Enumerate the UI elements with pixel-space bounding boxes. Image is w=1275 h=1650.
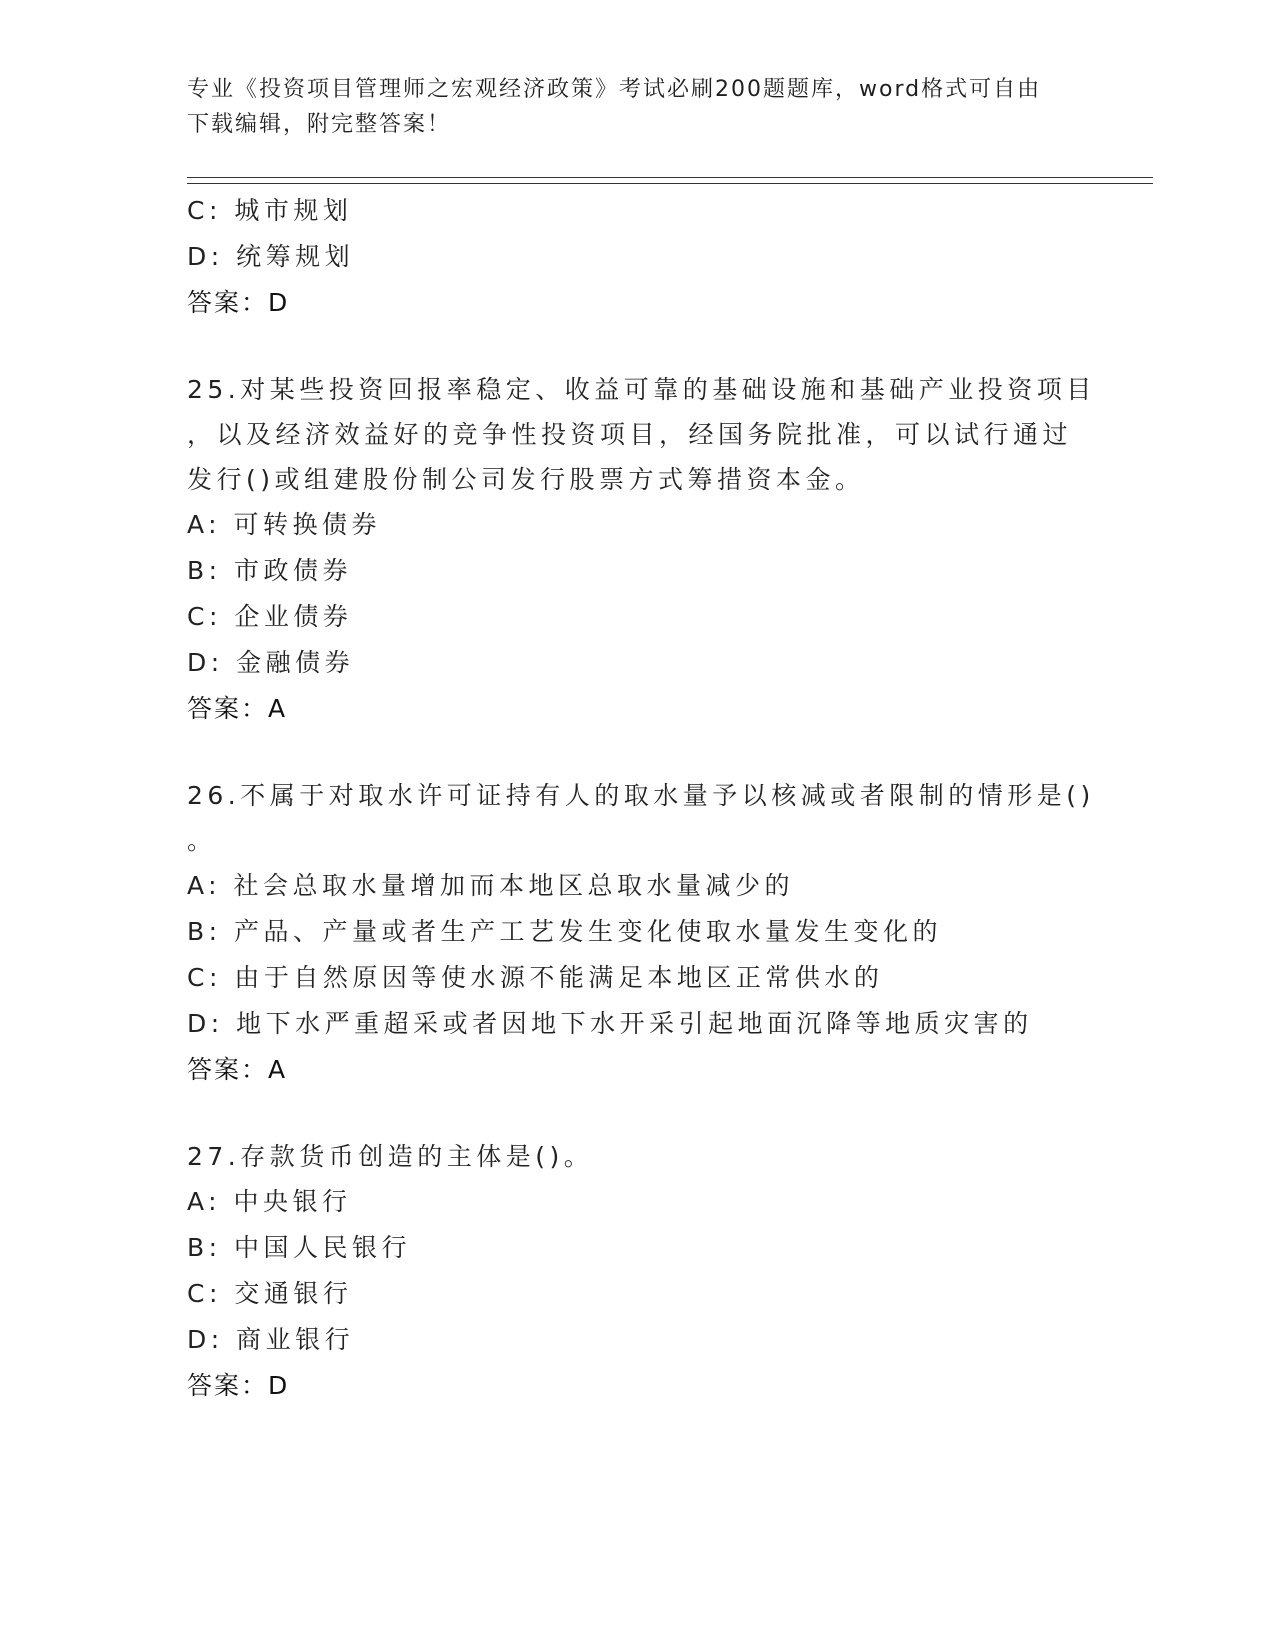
answer-line: 答案：A <box>187 1055 288 1084</box>
question-stem-line: 27.存款货币创造的主体是()。 <box>187 1142 594 1171</box>
question-26 <box>187 773 1095 1093</box>
question-stem-line: 25.对某些投资回报率稳定、收益可靠的基础设施和基础产业投资项目 <box>187 375 1096 404</box>
option-c: C: 企业债券 <box>187 602 353 631</box>
question-stem-line: 。 <box>187 826 217 855</box>
option-d: D: 商业银行 <box>187 1325 355 1354</box>
header-divider-bottom <box>187 183 1153 184</box>
option-b: B: 中国人民银行 <box>187 1233 412 1262</box>
question-27 <box>187 1134 1087 1409</box>
option-d: D: 金融债券 <box>187 648 355 677</box>
header-divider-top <box>187 177 1153 178</box>
question-list <box>187 188 1096 1409</box>
question-stem-line: 26.不属于对取水许可证持有人的取水量予以核减或者限制的情形是() <box>187 781 1095 810</box>
answer-line: 答案：D <box>187 288 290 317</box>
question-25 <box>187 367 1096 732</box>
answer-line: 答案：A <box>187 694 288 723</box>
option-a: A: 可转换债券 <box>187 510 382 539</box>
option-c: C: 交通银行 <box>187 1279 353 1308</box>
option-d: D: 地下水严重超采或者因地下水开采引起地面沉降等地质灾害的 <box>187 1009 1033 1038</box>
header-line-2: 下载编辑，附完整答案！ <box>187 112 452 137</box>
option-c: C: 由于自然原因等使水源不能满足本地区正常供水的 <box>187 963 884 992</box>
option-a: A: 社会总取水量增加而本地区总取水量减少的 <box>187 871 795 900</box>
header-line-1: 专业《投资项目管理师之宏观经济政策》考试必刷200题题库，word格式可自由 <box>187 77 1042 102</box>
question-stem-line: ，以及经济效益好的竞争性投资项目，经国务院批准，可以试行通过 <box>187 420 1073 449</box>
option-c: C: 城市规划 <box>187 196 353 225</box>
question-stem-line: 发行()或组建股份制公司发行股票方式筹措资本金。 <box>187 465 865 494</box>
document-header <box>187 72 1067 142</box>
option-d: D: 统筹规划 <box>187 242 355 271</box>
option-a: A: 中央银行 <box>187 1187 352 1216</box>
option-b: B: 产品、产量或者生产工艺发生变化使取水量发生变化的 <box>187 917 943 946</box>
answer-line: 答案：D <box>187 1371 290 1400</box>
previous-question-tail <box>187 188 1087 326</box>
option-b: B: 市政债券 <box>187 556 353 585</box>
